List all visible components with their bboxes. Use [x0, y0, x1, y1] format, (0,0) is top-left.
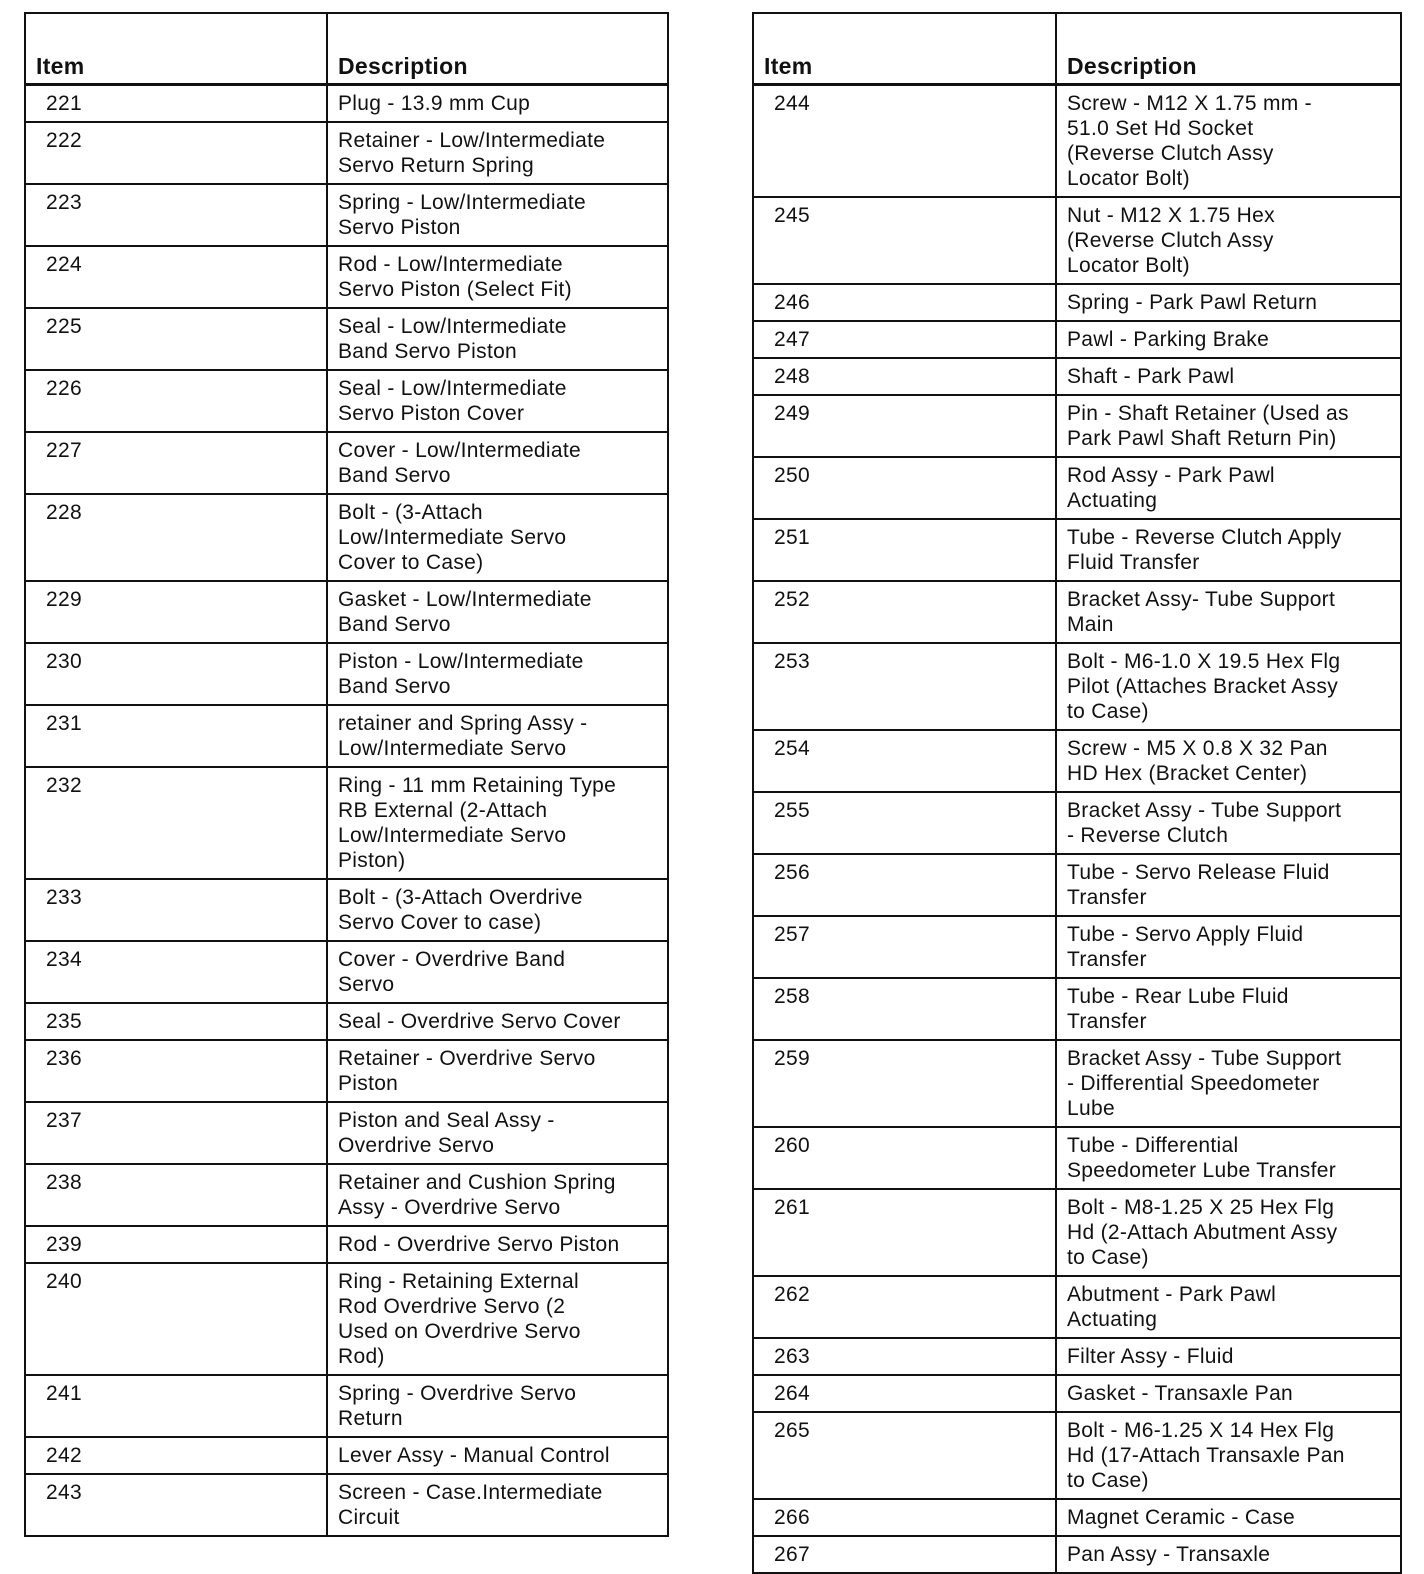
item-description: retainer and Spring Assy - Low/Intermediate Servo	[327, 705, 668, 767]
table-row	[753, 1276, 1401, 1338]
item-number: 263	[753, 1338, 1056, 1375]
item-description: Piston - Low/Intermediate Band Servo	[327, 643, 668, 705]
item-number: 232	[25, 767, 327, 879]
item-description: Rod - Overdrive Servo Piston	[327, 1226, 668, 1263]
table-row	[753, 519, 1401, 581]
item-number: 222	[25, 122, 327, 184]
item-number: 228	[25, 494, 327, 581]
item-number: 234	[25, 941, 327, 1003]
table-row	[25, 1003, 668, 1040]
item-number: 237	[25, 1102, 327, 1164]
item-description: Magnet Ceramic - Case	[1056, 1499, 1401, 1536]
item-number: 229	[25, 581, 327, 643]
item-description: Bracket Assy- Tube Support Main	[1056, 581, 1401, 643]
item-description: Ring - Retaining External Rod Overdrive Servo (2 Used on Overdrive Servo Rod)	[327, 1263, 668, 1375]
table-row	[753, 792, 1401, 854]
item-description: Spring - Park Pawl Return	[1056, 284, 1401, 321]
table-row	[753, 395, 1401, 457]
item-number: 249	[753, 395, 1056, 457]
parts-table-right	[752, 12, 1402, 1574]
table-row	[25, 643, 668, 705]
item-number: 251	[753, 519, 1056, 581]
item-description: Shaft - Park Pawl	[1056, 358, 1401, 395]
item-number: 254	[753, 730, 1056, 792]
item-description: Tube - Rear Lube Fluid Transfer	[1056, 978, 1401, 1040]
table-row	[753, 643, 1401, 730]
item-description: Bolt - (3-Attach Low/Intermediate Servo Cover to Case)	[327, 494, 668, 581]
table-row	[25, 1263, 668, 1375]
item-number: 241	[25, 1375, 327, 1437]
table-row	[753, 1375, 1401, 1412]
item-number: 236	[25, 1040, 327, 1102]
table-row	[25, 1164, 668, 1226]
item-number: 233	[25, 879, 327, 941]
table-row	[25, 85, 668, 123]
item-number: 221	[25, 85, 327, 123]
description-column-header: Description	[327, 13, 668, 85]
table-row	[753, 1127, 1401, 1189]
item-description: Piston and Seal Assy - Overdrive Servo	[327, 1102, 668, 1164]
item-description: Seal - Overdrive Servo Cover	[327, 1003, 668, 1040]
table-row	[753, 85, 1401, 198]
table-row	[753, 1189, 1401, 1276]
item-number: 244	[753, 85, 1056, 198]
table-row	[25, 122, 668, 184]
item-description: Lever Assy - Manual Control	[327, 1437, 668, 1474]
item-description: Pawl - Parking Brake	[1056, 321, 1401, 358]
item-number: 267	[753, 1536, 1056, 1573]
item-number: 248	[753, 358, 1056, 395]
item-description: Spring - Low/Intermediate Servo Piston	[327, 184, 668, 246]
item-number: 245	[753, 197, 1056, 284]
table-row	[753, 916, 1401, 978]
table-row	[753, 1536, 1401, 1573]
item-description: Bolt - M6-1.25 X 14 Hex Flg Hd (17-Attach Transaxle Pan to Case)	[1056, 1412, 1401, 1499]
item-column-header: Item	[25, 13, 327, 85]
item-number: 264	[753, 1375, 1056, 1412]
item-number: 260	[753, 1127, 1056, 1189]
table-row	[753, 854, 1401, 916]
item-number: 223	[25, 184, 327, 246]
item-number: 266	[753, 1499, 1056, 1536]
table-row	[753, 358, 1401, 395]
table-row	[753, 457, 1401, 519]
table-row	[25, 370, 668, 432]
item-description: Tube - Servo Release Fluid Transfer	[1056, 854, 1401, 916]
table-row	[25, 705, 668, 767]
table-header-row	[753, 13, 1401, 85]
table-row	[25, 1474, 668, 1536]
item-description: Pin - Shaft Retainer (Used as Park Pawl Shaft Return Pin)	[1056, 395, 1401, 457]
table-row	[753, 978, 1401, 1040]
item-number: 226	[25, 370, 327, 432]
item-description: Bolt - M8-1.25 X 25 Hex Flg Hd (2-Attach Abutment Assy to Case)	[1056, 1189, 1401, 1276]
item-number: 259	[753, 1040, 1056, 1127]
item-description: Bolt - (3-Attach Overdrive Servo Cover to case)	[327, 879, 668, 941]
item-description: Rod Assy - Park Pawl Actuating	[1056, 457, 1401, 519]
item-description: Bracket Assy - Tube Support - Reverse Clutch	[1056, 792, 1401, 854]
table-row	[753, 1412, 1401, 1499]
item-description: Gasket - Low/Intermediate Band Servo	[327, 581, 668, 643]
item-number: 225	[25, 308, 327, 370]
item-description: Ring - 11 mm Retaining Type RB External (2-Attach Low/Intermediate Servo Piston)	[327, 767, 668, 879]
item-description: Tube - Reverse Clutch Apply Fluid Transfer	[1056, 519, 1401, 581]
table-row	[25, 1437, 668, 1474]
item-number: 242	[25, 1437, 327, 1474]
item-number: 262	[753, 1276, 1056, 1338]
table-row	[25, 246, 668, 308]
item-description: Seal - Low/Intermediate Band Servo Piston	[327, 308, 668, 370]
item-description: Screw - M5 X 0.8 X 32 Pan HD Hex (Bracket Center)	[1056, 730, 1401, 792]
item-number: 261	[753, 1189, 1056, 1276]
item-number: 246	[753, 284, 1056, 321]
table-row	[753, 284, 1401, 321]
item-number: 231	[25, 705, 327, 767]
item-number: 227	[25, 432, 327, 494]
table-row	[25, 941, 668, 1003]
item-description: Filter Assy - Fluid	[1056, 1338, 1401, 1375]
table-row	[753, 730, 1401, 792]
item-number: 235	[25, 1003, 327, 1040]
table-row	[25, 494, 668, 581]
item-description: Plug - 13.9 mm Cup	[327, 85, 668, 123]
item-number: 252	[753, 581, 1056, 643]
item-number: 224	[25, 246, 327, 308]
table-row	[25, 767, 668, 879]
item-description: Tube - Differential Speedometer Lube Transfer	[1056, 1127, 1401, 1189]
parts-table-left	[24, 12, 669, 1537]
item-description: Bolt - M6-1.0 X 19.5 Hex Flg Pilot (Attaches Bracket Assy to Case)	[1056, 643, 1401, 730]
item-number: 255	[753, 792, 1056, 854]
item-number: 238	[25, 1164, 327, 1226]
item-description: Retainer and Cushion Spring Assy - Overdrive Servo	[327, 1164, 668, 1226]
item-description: Seal - Low/Intermediate Servo Piston Cover	[327, 370, 668, 432]
item-description: Screen - Case.Intermediate Circuit	[327, 1474, 668, 1536]
item-description: Pan Assy - Transaxle	[1056, 1536, 1401, 1573]
item-column-header: Item	[753, 13, 1056, 85]
table-row	[753, 197, 1401, 284]
item-description: Spring - Overdrive Servo Return	[327, 1375, 668, 1437]
table-row	[25, 1226, 668, 1263]
item-description: Cover - Low/Intermediate Band Servo	[327, 432, 668, 494]
item-description: Rod - Low/Intermediate Servo Piston (Select Fit)	[327, 246, 668, 308]
table-row	[25, 1040, 668, 1102]
item-description: Screw - M12 X 1.75 mm - 51.0 Set Hd Socket (Reverse Clutch Assy Locator Bolt)	[1056, 85, 1401, 198]
item-number: 258	[753, 978, 1056, 1040]
item-number: 257	[753, 916, 1056, 978]
item-description: Retainer - Low/Intermediate Servo Return Spring	[327, 122, 668, 184]
table-row	[25, 1102, 668, 1164]
item-description: Abutment - Park Pawl Actuating	[1056, 1276, 1401, 1338]
description-column-header: Description	[1056, 13, 1401, 85]
item-number: 230	[25, 643, 327, 705]
item-description: Gasket - Transaxle Pan	[1056, 1375, 1401, 1412]
item-description: Nut - M12 X 1.75 Hex (Reverse Clutch Assy Locator Bolt)	[1056, 197, 1401, 284]
table-row	[753, 1338, 1401, 1375]
table-row	[753, 321, 1401, 358]
table-row	[25, 432, 668, 494]
item-number: 240	[25, 1263, 327, 1375]
table-row	[25, 1375, 668, 1437]
item-number: 243	[25, 1474, 327, 1536]
table-row	[753, 1040, 1401, 1127]
table-row	[25, 879, 668, 941]
item-number: 250	[753, 457, 1056, 519]
item-number: 265	[753, 1412, 1056, 1499]
item-number: 256	[753, 854, 1056, 916]
table-row	[753, 581, 1401, 643]
table-row	[25, 581, 668, 643]
item-number: 239	[25, 1226, 327, 1263]
table-row	[753, 1499, 1401, 1536]
item-description: Tube - Servo Apply Fluid Transfer	[1056, 916, 1401, 978]
table-row	[25, 184, 668, 246]
table-row	[25, 308, 668, 370]
item-description: Bracket Assy - Tube Support - Differential Speedometer Lube	[1056, 1040, 1401, 1127]
table-header-row	[25, 13, 668, 85]
item-number: 253	[753, 643, 1056, 730]
item-description: Cover - Overdrive Band Servo	[327, 941, 668, 1003]
item-number: 247	[753, 321, 1056, 358]
item-description: Retainer - Overdrive Servo Piston	[327, 1040, 668, 1102]
